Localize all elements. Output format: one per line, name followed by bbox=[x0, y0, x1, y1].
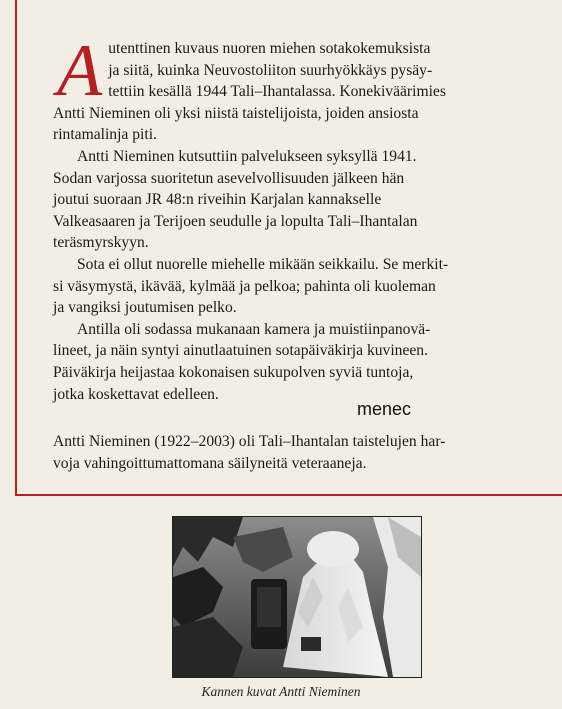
photo-caption: Kannen kuvat Antti Nieminen bbox=[201, 684, 361, 699]
blurb-text-block bbox=[53, 30, 553, 474]
bottom-red-rule bbox=[15, 494, 562, 496]
intro-first-lines: utenttinen kuvaus nuoren miehen sotakokemuksista ja siitä, kuinka Neuvostoliiton suurhyökkäys pysäy- tettiin kesällä 1944 Tali–Ihantalassa. Konekiväärimies bbox=[108, 40, 446, 101]
intro-rest: Antti Nieminen oli yksi niistä taistelijoista, joiden ansiosta rintamalinja piti. bbox=[53, 104, 419, 144]
paragraph-service: Antti Nieminen kutsuttiin palvelukseen syksyllä 1941. Sodan varjossa suoritetun asevelvollisuuden jälkeen hän joutui suoraan JR 48:n riveihin Karjalan kannakselle Valkeasaaren ja Terijoen seudulle ja lopulta Tali–Ihantalan teräsmyrskyyn. bbox=[53, 147, 418, 252]
watermark-text: menec bbox=[357, 399, 412, 419]
paragraph-diary: Antilla oli sodassa mukanaan kamera ja muistiinpanovä- lineet, ja näin syntyi ainutlaatuinen sotapäiväkirja kuvineen. Päiväkirja heijastaa kokonaisen sukupolven syviä tuntoja, jotka koskettavat edelleen. bbox=[53, 320, 431, 403]
soldier-photo-illustration bbox=[173, 517, 421, 677]
left-red-rule bbox=[15, 0, 17, 495]
paragraph-war: Sota ei ollut nuorelle miehelle mikään seikkailu. Se merkit- si väsymystä, ikävää, kylmää ja pelkoa; pahinta oli kuoleman ja vangiksi joutumisen pelko. bbox=[53, 255, 449, 317]
cover-photo bbox=[172, 516, 422, 678]
intro-paragraph bbox=[53, 30, 553, 146]
drop-cap-letter: A bbox=[57, 30, 103, 112]
author-note: Antti Nieminen (1922–2003) oli Tali–Ihantalan taistelujen har- voja vahingoittumattomana säilyneitä veteraaneja. bbox=[53, 433, 446, 472]
